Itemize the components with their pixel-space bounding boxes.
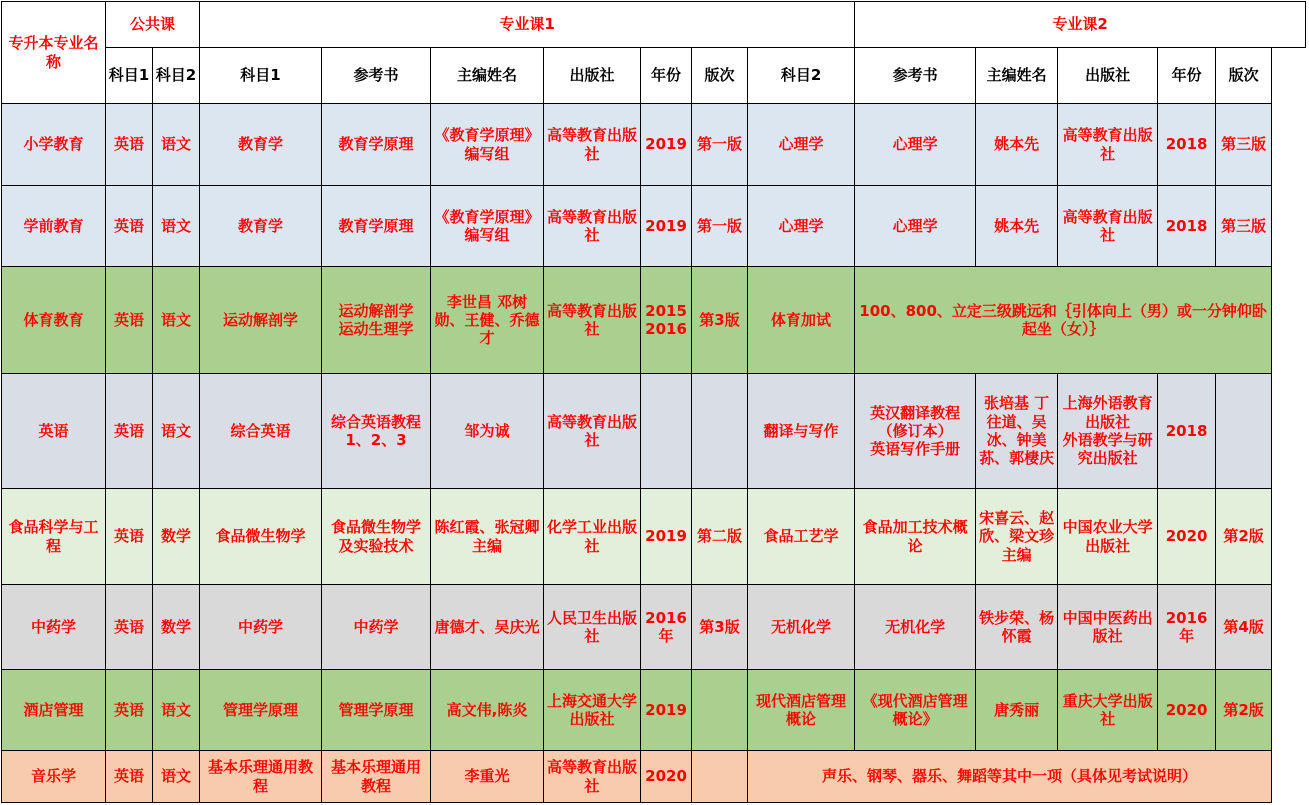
course1-subject-cell: 管理学原理: [200, 670, 322, 751]
course2-note-cell: 声乐、钢琴、器乐、舞蹈等其中一项（具体见考试说明）: [748, 751, 1272, 803]
public-subject-2-cell: 语文: [153, 104, 200, 186]
table-row: [2, 104, 1306, 186]
course1-publisher-cell: 高等教育出版社: [544, 751, 641, 803]
header-edition-2: 版次: [1216, 48, 1272, 104]
header-edition: 版次: [692, 48, 748, 104]
course1-year-line: 2016: [645, 320, 687, 338]
course1-year-cell: 2019: [641, 186, 692, 267]
course1-edition-cell: [692, 670, 748, 751]
public-subject-2-cell: 数学: [153, 585, 200, 670]
course1-year-cell: [641, 374, 692, 489]
course1-edition-cell: [692, 374, 748, 489]
table-row: [2, 670, 1306, 751]
table-row: [2, 751, 1306, 803]
course1-edition-cell: 第一版: [692, 104, 748, 186]
course1-edition-cell: 第一版: [692, 186, 748, 267]
course1-year-cell: 2016年: [641, 585, 692, 670]
course2-publisher-line: 上海外语教育出版社: [1062, 394, 1153, 431]
course2-book-cell: 食品加工技术概论: [855, 489, 976, 585]
public-subject-1-cell: 英语: [106, 585, 153, 670]
program-cell: 音乐学: [2, 751, 106, 803]
course2-note-cell: 100、800、立定三级跳远和｛引体向上（男）或一分钟仰卧起坐（女）｝: [855, 267, 1272, 374]
course1-subject-cell: 食品微生物学: [200, 489, 322, 585]
course1-book-cell: 教育学原理: [322, 104, 431, 186]
header-year-2: 年份: [1158, 48, 1216, 104]
course1-publisher-cell: 高等教育出版社: [544, 267, 641, 374]
course1-year-line: 2015: [645, 301, 687, 320]
header-editor: 主编姓名: [431, 48, 544, 104]
course2-edition-cell: 第2版: [1216, 489, 1272, 585]
course2-editor-cell: 姚本先: [976, 186, 1058, 267]
header-reference-book-2: 参考书: [855, 48, 976, 104]
table-row: [2, 267, 1306, 374]
course2-subject-cell: 心理学: [748, 104, 855, 186]
header-major-course-2: 专业课2: [855, 2, 1306, 48]
course2-editor-cell: 宋喜云、赵欣、梁文珍主编: [976, 489, 1058, 585]
course1-editor-cell: 邹为诚: [431, 374, 544, 489]
public-subject-2-cell: 语文: [153, 186, 200, 267]
course2-editor-cell: 张培基 丁往道、吴冰、钟美荪、郭棲庆: [976, 374, 1058, 489]
public-subject-1-cell: 英语: [106, 670, 153, 751]
header-row-1: [2, 2, 1306, 48]
course1-book-cell: 教育学原理: [322, 186, 431, 267]
public-subject-2-cell: 数学: [153, 489, 200, 585]
course2-publisher-cell: 中国农业大学出版社: [1058, 489, 1158, 585]
course1-year-cell: 2019: [641, 670, 692, 751]
course2-subject-cell: 无机化学: [748, 585, 855, 670]
public-subject-2-cell: 语文: [153, 670, 200, 751]
course1-subject-cell: 综合英语: [200, 374, 322, 489]
program-cell: 学前教育: [2, 186, 106, 267]
header-editor-2: 主编姓名: [976, 48, 1058, 104]
course2-book-line: 英汉翻译教程（修订本）: [870, 403, 961, 440]
course1-edition-cell: 第3版: [692, 267, 748, 374]
course1-publisher-cell: 高等教育出版社: [544, 374, 641, 489]
course2-publisher-line: 外语教学与研究出版社: [1062, 431, 1153, 468]
course2-edition-cell: 第三版: [1216, 104, 1272, 186]
course1-editor-cell: 《教育学原理》编写组: [431, 186, 544, 267]
public-subject-2-cell: 语文: [153, 751, 200, 803]
program-cell: 食品科学与工程: [2, 489, 106, 585]
public-subject-1-cell: 英语: [106, 751, 153, 803]
course1-publisher-cell: 化学工业出版社: [544, 489, 641, 585]
course2-year-cell: 2020: [1158, 670, 1216, 751]
course2-year-cell: 2018: [1158, 186, 1216, 267]
course1-publisher-cell: 上海交通大学出版社: [544, 670, 641, 751]
course1-subject-cell: 教育学: [200, 186, 322, 267]
program-cell: 酒店管理: [2, 670, 106, 751]
course2-subject-cell: 体育加试: [748, 267, 855, 374]
table-row: [2, 186, 1306, 267]
header-major-course-1: 专业课1: [200, 2, 855, 48]
table-row: [2, 374, 1306, 489]
course2-publisher-cell: 中国中医药出版社: [1058, 585, 1158, 670]
header-publisher-2: 出版社: [1058, 48, 1158, 104]
course2-book-cell: 心理学: [855, 104, 976, 186]
course2-publisher-cell: 重庆大学出版社: [1058, 670, 1158, 751]
public-subject-2-cell: 语文: [153, 374, 200, 489]
course2-book-cell: 《现代酒店管理概论》: [855, 670, 976, 751]
course1-book-cell: 综合英语教程1、2、3: [322, 374, 431, 489]
course2-editor-cell: 铁步荣、杨怀霞: [976, 585, 1058, 670]
course2-subject-cell: 现代酒店管理概论: [748, 670, 855, 751]
course1-subject-cell: 中药学: [200, 585, 322, 670]
course1-publisher-cell: 高等教育出版社: [544, 104, 641, 186]
course2-publisher-cell: 高等教育出版社: [1058, 186, 1158, 267]
course1-subject-cell: 运动解剖学: [200, 267, 322, 374]
table-row: [2, 585, 1306, 670]
course2-year-cell: 2018: [1158, 374, 1216, 489]
course1-editor-cell: 《教育学原理》编写组: [431, 104, 544, 186]
header-subject-2: 科目2: [153, 48, 200, 104]
header-year: 年份: [641, 48, 692, 104]
header-public-course: 公共课: [106, 2, 200, 48]
header-row-2: [2, 48, 1306, 104]
course1-edition-cell: 第二版: [692, 489, 748, 585]
course2-book-cell: 无机化学: [855, 585, 976, 670]
header-major-subject-2: 科目2: [748, 48, 855, 104]
public-subject-1-cell: 英语: [106, 104, 153, 186]
exam-course-table: [1, 1, 1306, 803]
course2-book-line: 英语写作手册: [870, 440, 961, 459]
course1-editor-cell: 高文伟,陈炎: [431, 670, 544, 751]
course2-year-cell: 2020: [1158, 489, 1216, 585]
header-major-subject-1: 科目1: [200, 48, 322, 104]
course1-year-cell: 2020: [641, 751, 692, 803]
public-subject-1-cell: 英语: [106, 267, 153, 374]
public-subject-1-cell: 英语: [106, 489, 153, 585]
course2-edition-cell: 第2版: [1216, 670, 1272, 751]
course1-subject-cell: 教育学: [200, 104, 322, 186]
table-row: [2, 489, 1306, 585]
course1-editor-cell: 陈红霞、张冠卿主编: [431, 489, 544, 585]
course1-book-cell: 中药学: [322, 585, 431, 670]
header-program-name: 专升本专业名称: [2, 2, 106, 104]
course2-publisher-cell: [1058, 374, 1158, 489]
course2-subject-cell: 翻译与写作: [748, 374, 855, 489]
header-reference-book: 参考书: [322, 48, 431, 104]
public-subject-1-cell: 英语: [106, 374, 153, 489]
course1-year-cell: 2019: [641, 104, 692, 186]
course2-book-cell: 心理学: [855, 186, 976, 267]
course1-book-line: 运动生理学: [338, 320, 414, 338]
course2-subject-cell: 食品工艺学: [748, 489, 855, 585]
course1-editor-cell: 李重光: [431, 751, 544, 803]
program-cell: 英语: [2, 374, 106, 489]
course2-edition-cell: 第三版: [1216, 186, 1272, 267]
course1-book-cell: 基本乐理通用教程: [322, 751, 431, 803]
public-subject-2-cell: 语文: [153, 267, 200, 374]
course2-edition-cell: [1216, 374, 1272, 489]
course2-edition-cell: 第4版: [1216, 585, 1272, 670]
course1-subject-cell: 基本乐理通用教程: [200, 751, 322, 803]
course1-book-cell: 食品微生物学及实验技术: [322, 489, 431, 585]
course2-editor-cell: 唐秀丽: [976, 670, 1058, 751]
course1-book-line: 运动解剖学: [338, 301, 414, 320]
course1-edition-cell: [692, 751, 748, 803]
course1-edition-cell: 第3版: [692, 585, 748, 670]
course2-book-cell: [855, 374, 976, 489]
course1-publisher-cell: 人民卫生出版社: [544, 585, 641, 670]
header-subject-1: 科目1: [106, 48, 153, 104]
course1-editor-cell: 李世昌 邓树勋、王健、乔德才: [431, 267, 544, 374]
course1-book-cell: 管理学原理: [322, 670, 431, 751]
course1-year-cell: [641, 267, 692, 374]
course1-publisher-cell: 高等教育出版社: [544, 186, 641, 267]
program-cell: 小学教育: [2, 104, 106, 186]
program-cell: 中药学: [2, 585, 106, 670]
public-subject-1-cell: 英语: [106, 186, 153, 267]
course2-editor-cell: 姚本先: [976, 104, 1058, 186]
program-cell: 体育教育: [2, 267, 106, 374]
course1-editor-cell: 唐德才、吴庆光: [431, 585, 544, 670]
header-publisher: 出版社: [544, 48, 641, 104]
course2-publisher-cell: 高等教育出版社: [1058, 104, 1158, 186]
course1-year-cell: 2019: [641, 489, 692, 585]
course2-year-cell: 2018: [1158, 104, 1216, 186]
course1-book-cell: [322, 267, 431, 374]
course2-subject-cell: 心理学: [748, 186, 855, 267]
course2-year-cell: 2016年: [1158, 585, 1216, 670]
